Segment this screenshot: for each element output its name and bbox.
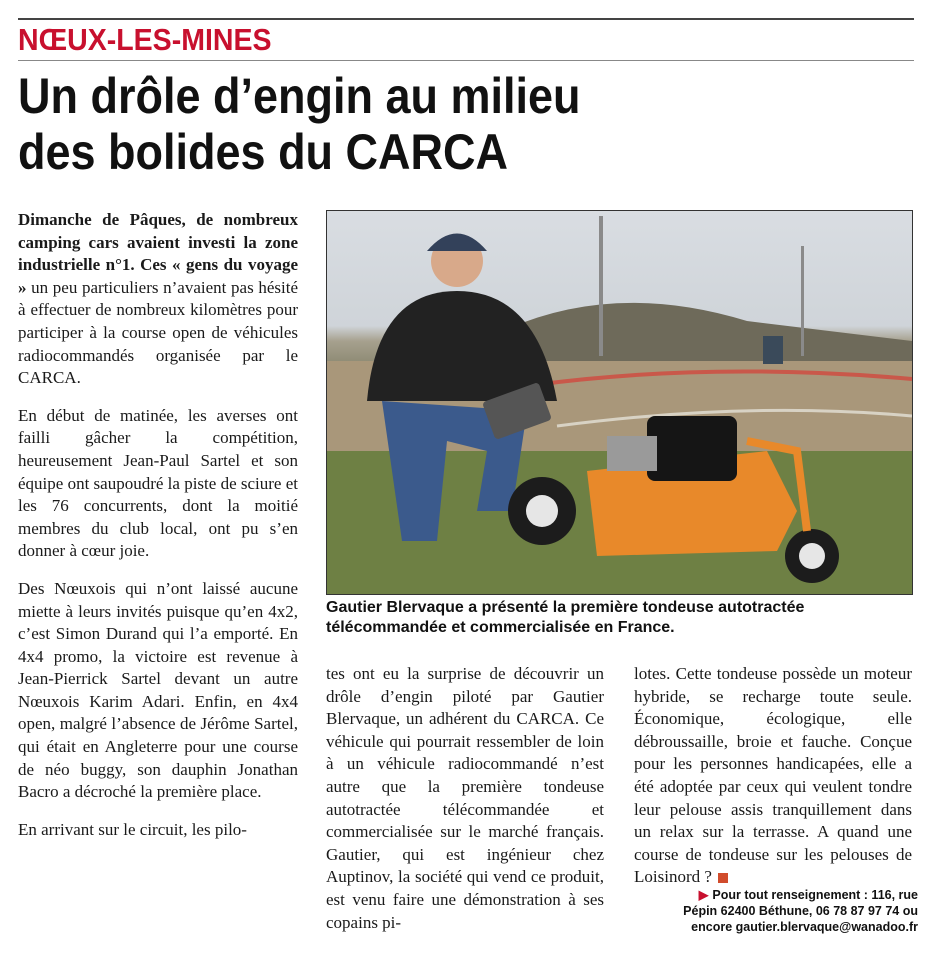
end-mark-icon: [718, 873, 728, 883]
light-pole-2: [801, 246, 804, 356]
top-rule: [18, 18, 914, 20]
photo-caption: Gautier Blervaque a présenté la première tondeuse autotractée télécommandée et commercialisée en France.: [326, 599, 805, 636]
contact-info: [648, 887, 918, 935]
mower-engine: [647, 416, 737, 481]
column-3-text: [634, 663, 912, 889]
contact-line-2: Pépin 62400 Béthune, 06 78 87 97 74 ou: [683, 904, 918, 918]
section-kicker: NŒUX-LES-MINES: [18, 22, 272, 57]
headline-line-2: des bolides du CARCA: [18, 124, 509, 180]
man-jacket: [367, 291, 557, 401]
lead-paragraph: [18, 209, 298, 390]
photo-illustration: [327, 211, 912, 594]
lead-bold: Dimanche de Pâques, de nombreux camping cars avaient investi la zone industrielle n°1. Ces « gens du voyage »: [18, 210, 298, 297]
mower-hub-left: [526, 495, 558, 527]
mower-battery: [607, 436, 657, 471]
article-photo: [326, 210, 913, 595]
distant-person: [763, 336, 783, 364]
mower-hub-right: [799, 543, 825, 569]
contact-line-1: ▶ Pour tout renseignement : 116, rue: [698, 888, 918, 902]
column-2-text: tes ont eu la surprise de découvrir un drôle d’engin piloté par Gautier Blervaque, un adhérent du CARCA. Ce véhicule qui pourrait ressembler de loin à un véhicule radiocommandé n’est autre que la première tondeuse autotractée télécommandée et commercialisée sur le marché français. Gautier, qui est ingénieur chez Auptinov, la société qui vend ce produit, est venu faire une démonstration à ses copains pi-: [326, 664, 604, 932]
hill-shape: [507, 303, 912, 361]
cap-icon: [427, 234, 487, 252]
contact-line-3: encore gautier.blervaque@wanadoo.fr: [691, 920, 918, 934]
kicker-rule: [18, 60, 914, 61]
column-3: [634, 663, 912, 904]
paragraph-3: Des Nœuxois qui n’ont laissé aucune miette à leurs invités puisque qu’en 4x2, c’est Simon Durand qui l’a emporté. En 4x4 promo, la victoire est revenue à Jean-Pierrick Sartel devant un autre Nœuxois Karim Adari. Enfin, en 4x4 open, malgré l’absence de Jérôme Sartel, qui était en Angleterre pour une course de néo buggy, son dauphin Jonathan Bacro a décroché la première place.: [18, 578, 298, 802]
column-3-body: lotes. Cette tondeuse possède un moteur hybride, se recharge toute seule. Économique, écologique, elle débroussaille, broie et fauche. Conçue pour les personnes handicapées, elle a été adoptée par ceux qui veulent tondre leur pelouse assis tranquillement dans un relax sur la terrasse. A quand une course de tondeuse sur les pelouses de Loisinord ?: [634, 664, 912, 887]
paragraph-2: En début de matinée, les averses ont failli gâcher la compétition, heureusement Jean-Paul Sartel et son équipe ont saupoudré la piste de sciure et les 76 concurrents, dont la moitié membres du club local, ont pu s’en donner à cœur joie.: [18, 405, 298, 561]
light-pole: [599, 216, 603, 356]
paragraph-4: En arrivant sur le circuit, les pilo-: [18, 819, 247, 839]
triangle-icon: ▶: [698, 888, 709, 902]
lead-rest: un peu particuliers n’avaient pas hésité à effectuer de nombreux kilomètres pour participer à la course open de véhicules radiocommandés organisée par le CARCA.: [18, 277, 298, 388]
column-1: [18, 209, 298, 856]
headline-line-1: Un drôle d’engin au milieu: [18, 68, 581, 124]
column-2: [326, 663, 604, 949]
article-headline: [18, 68, 828, 180]
